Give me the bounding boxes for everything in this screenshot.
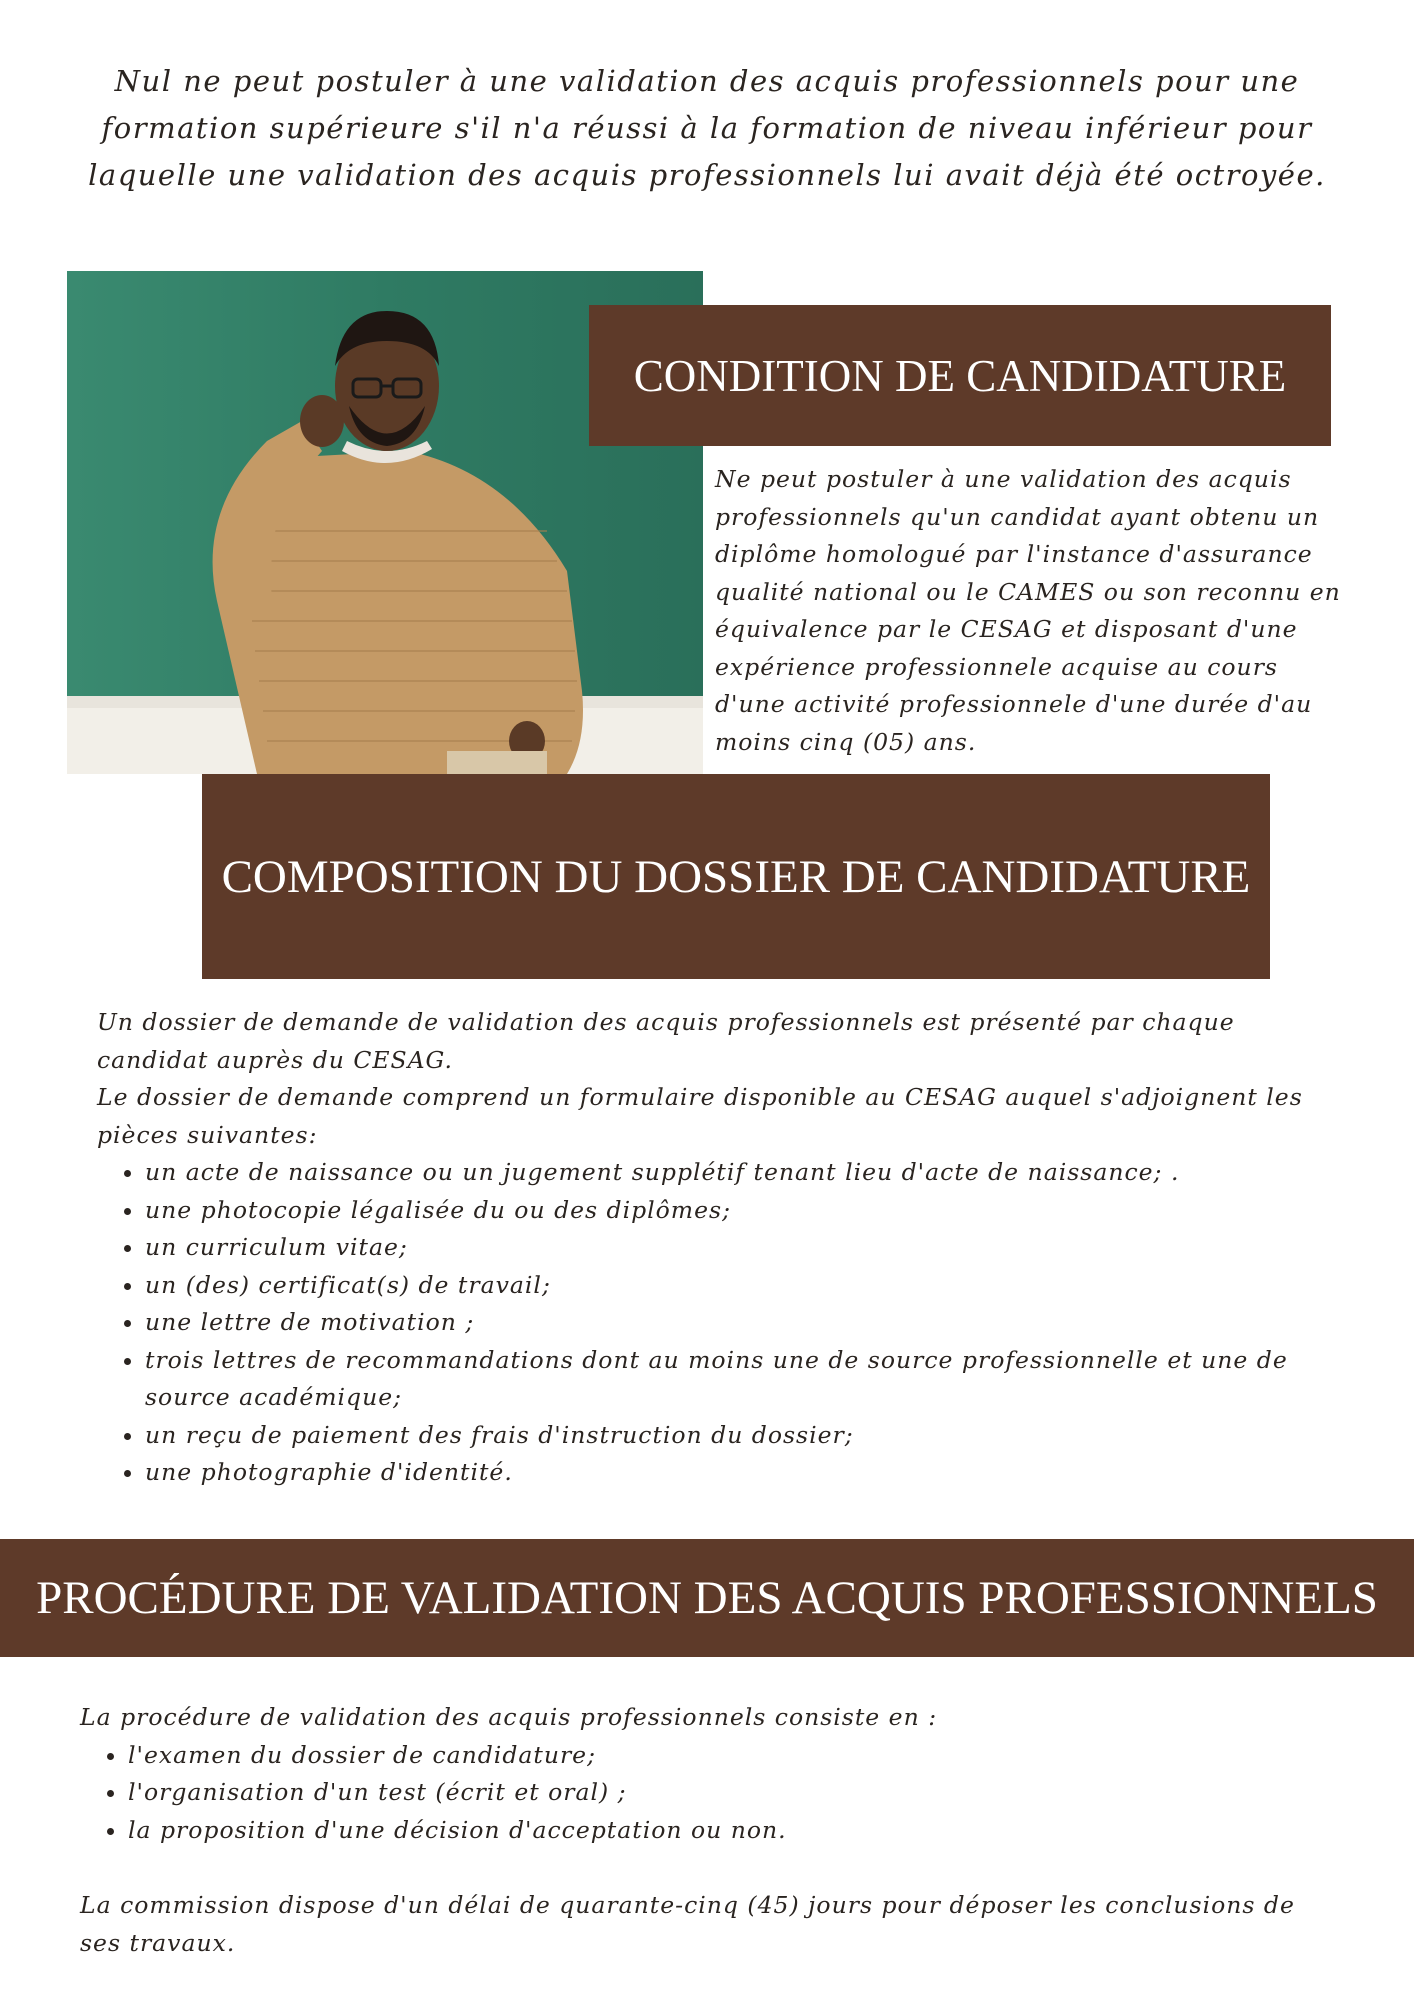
composition-title: COMPOSITION DU DOSSIER DE CANDIDATURE — [202, 774, 1270, 979]
list-item: • l'examen du dossier de candidature; — [128, 1737, 1340, 1775]
list-item: • une photocopie légalisée du ou des diplômes; — [145, 1192, 1337, 1230]
composition-section — [97, 1004, 1337, 1492]
composition-paragraph-1: Un dossier de demande de validation des acquis professionnels est présenté par chaque candidat auprès du CESAG. — [97, 1008, 1235, 1074]
list-item: • trois lettres de recommandations dont au moins une de source professionnelle et une de source académique; — [145, 1342, 1337, 1417]
procedure-section — [80, 1699, 1340, 1962]
composition-paragraph-2: Le dossier de demande comprend un formulaire disponible au CESAG auquel s'adjoignent les pièces suivantes: — [97, 1083, 1303, 1149]
condition-text: Ne peut postuler à une validation des acquis professionnels qu'un candidat ayant obtenu un diplôme homologué par l'instance d'assurance qualité national ou le CAMES ou son reconnu en équivalence par le CESAG et disposant d'une expérience professionnele acquise au cours d'une activité professionnele d'une durée d'au moins cinq (05) ans. — [715, 465, 1341, 756]
intro-paragraph: Nul ne peut postuler à une validation des acquis professionnels pour une formation supérieure s'il n'a réussi à la formation de niveau inférieur pour laquelle une validation des acquis professionnels lui avait déjà été octroyée. — [88, 64, 1326, 192]
list-item: • un acte de naissance ou un jugement supplétif tenant lieu d'acte de naissance; . — [145, 1154, 1337, 1192]
list-item: • un (des) certificat(s) de travail; — [145, 1267, 1337, 1305]
hand — [300, 395, 344, 447]
condition-title: CONDITION DE CANDIDATURE — [589, 305, 1331, 446]
list-item: • un curriculum vitae; — [145, 1229, 1337, 1267]
list-item: • une lettre de motivation ; — [145, 1304, 1337, 1342]
procedure-intro: La procédure de validation des acquis professionnels consiste en : — [80, 1703, 938, 1731]
list-item: • une photographie d'identité. — [145, 1454, 1337, 1492]
list-item: • un reçu de paiement des frais d'instruction du dossier; — [145, 1417, 1337, 1455]
list-item: • la proposition d'une décision d'acceptation ou non. — [128, 1812, 1340, 1850]
procedure-list — [80, 1737, 1340, 1850]
procedure-conclusion: La commission dispose d'un délai de quarante-cinq (45) jours pour déposer les conclusions de ses travaux. — [80, 1891, 1295, 1957]
composition-list — [97, 1154, 1337, 1492]
list-item: • l'organisation d'un test (écrit et oral) ; — [128, 1774, 1340, 1812]
procedure-title: PROCÉDURE DE VALIDATION DES ACQUIS PROFESSIONNELS — [0, 1539, 1414, 1657]
